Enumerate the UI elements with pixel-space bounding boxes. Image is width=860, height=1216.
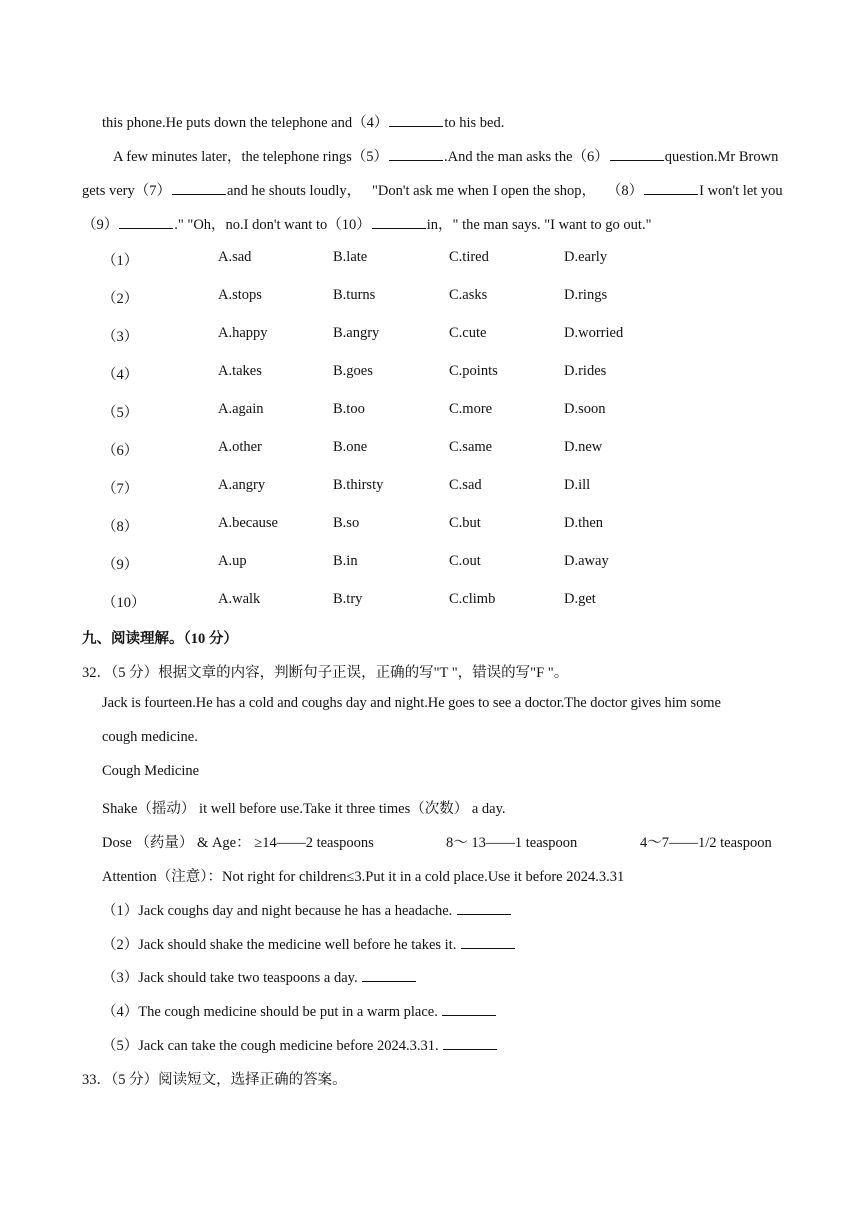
option-a: A.angry: [218, 477, 266, 493]
passage-line-4: [82, 213, 652, 234]
answer-blank: [442, 1014, 496, 1016]
statement-text: （3）Jack should take two teaspoons a day.: [102, 970, 358, 986]
option-b: B.one: [333, 439, 368, 455]
question-number: （7）: [102, 481, 139, 497]
option-c: C.climb: [449, 591, 496, 607]
passage-text: （8）: [606, 183, 644, 199]
label-dose-child: 8～ 13——1 teaspoon: [446, 835, 578, 851]
option-b: B.angry: [333, 325, 380, 341]
question-33-instruction: 33．（5 分）阅读短文，选择正确的答案。: [82, 1072, 347, 1088]
option-d: D.away: [564, 553, 609, 569]
question-number: （5）: [102, 405, 139, 421]
option-c: C.points: [449, 363, 498, 379]
label-title: Cough Medicine: [102, 763, 200, 779]
option-d: D.new: [564, 439, 603, 455]
passage-text: gets very（7）: [82, 183, 171, 199]
statement-text: （1）Jack coughs day and night because he has a headache.: [102, 903, 453, 919]
story-line: Jack is fourteen.He has a cold and coughs day and night.He goes to see a doctor.The doctor gives him some: [102, 695, 721, 711]
section-heading: 九、阅读理解。（10 分）: [82, 631, 238, 647]
option-c: C.cute: [449, 325, 487, 341]
option-d: D.get: [564, 591, 596, 607]
question-number: （9）: [102, 557, 139, 573]
answer-blank: [389, 125, 443, 127]
option-b: B.goes: [333, 363, 373, 379]
label-dose-young: 4～7——1/2 teaspoon: [640, 835, 772, 851]
answer-blank: [443, 1048, 497, 1050]
option-b: B.turns: [333, 287, 376, 303]
option-a: A.happy: [218, 325, 268, 341]
passage-text: in，" the man says. "I want to go out.": [426, 217, 652, 233]
option-a: A.sad: [218, 249, 252, 265]
option-c: C.out: [449, 553, 481, 569]
option-c: C.same: [449, 439, 493, 455]
statement-text: （4）The cough medicine should be put in a warm place.: [102, 1004, 438, 1020]
statement: [102, 899, 512, 920]
passage-text: （9）: [82, 217, 119, 233]
statement: [102, 1034, 498, 1055]
option-a: A.again: [218, 401, 264, 417]
option-c: C.tired: [449, 249, 489, 265]
option-a: A.other: [218, 439, 262, 455]
answer-blank: [389, 159, 443, 161]
question-number: （8）: [102, 519, 139, 535]
label-attention: Attention（注意）：Not right for children≤3.Put it in a cold place.Use it before 2024.3.31: [102, 869, 625, 885]
passage-text: I won't let you: [699, 183, 783, 199]
statement-text: （5）Jack can take the cough medicine before 2024.3.31.: [102, 1038, 439, 1054]
option-b: B.late: [333, 249, 368, 265]
option-d: D.ill: [564, 477, 591, 493]
passage-line-1: [102, 111, 504, 132]
answer-blank: [119, 227, 173, 229]
passage-text: A few minutes later，the telephone rings（5）: [113, 149, 389, 165]
option-c: C.but: [449, 515, 481, 531]
question-number: （6）: [102, 443, 139, 459]
option-a: A.walk: [218, 591, 261, 607]
passage-text: question.Mr Brown: [664, 149, 779, 165]
answer-blank: [372, 227, 426, 229]
passage-text: this phone.He puts down the telephone and（4）: [102, 115, 389, 131]
answer-blank: [457, 913, 511, 915]
option-d: D.early: [564, 249, 608, 265]
option-a: A.up: [218, 553, 247, 569]
option-b: B.too: [333, 401, 365, 417]
option-b: B.in: [333, 553, 358, 569]
option-a: A.stops: [218, 287, 262, 303]
option-c: C.sad: [449, 477, 482, 493]
passage-text: .And the man asks the（6）: [444, 149, 609, 165]
question-number: （2）: [102, 291, 139, 307]
passage-text: to his bed.: [444, 115, 505, 131]
passage-line-3: [82, 179, 783, 200]
option-b: B.try: [333, 591, 363, 607]
statement: [102, 933, 516, 954]
answer-blank: [172, 193, 226, 195]
label-dose-adult: Dose （药量） & Age： ≥14——2 teaspoons: [102, 835, 374, 851]
label-shake: Shake（摇动） it well before use.Take it three times（次数） a day.: [102, 801, 506, 817]
option-d: D.soon: [564, 401, 606, 417]
option-b: B.so: [333, 515, 360, 531]
answer-blank: [610, 159, 664, 161]
option-b: B.thirsty: [333, 477, 384, 493]
question-number: （10）: [102, 595, 146, 611]
question-number: （1）: [102, 253, 139, 269]
answer-blank: [362, 980, 416, 982]
answer-blank: [461, 947, 515, 949]
question-32-instruction: 32．（5 分）根据文章的内容，判断句子正误，正确的写"T "，错误的写"F "。: [82, 665, 569, 681]
passage-line-2: [113, 145, 778, 166]
question-number: （3）: [102, 329, 139, 345]
statement: [102, 1000, 497, 1021]
statement-text: （2）Jack should shake the medicine well before he takes it.: [102, 937, 457, 953]
question-number: （4）: [102, 367, 139, 383]
passage-text: ." "Oh，no.I don't want to（10）: [174, 217, 371, 233]
story-line: cough medicine.: [102, 729, 198, 745]
option-c: C.asks: [449, 287, 488, 303]
option-c: C.more: [449, 401, 493, 417]
option-a: A.takes: [218, 363, 262, 379]
option-a: A.because: [218, 515, 278, 531]
option-d: D.then: [564, 515, 604, 531]
passage-text: "Don't ask me when I open the shop，: [372, 183, 596, 199]
passage-text: and he shouts loudly，: [227, 183, 362, 199]
option-d: D.rides: [564, 363, 607, 379]
option-d: D.rings: [564, 287, 608, 303]
statement: [102, 966, 417, 987]
answer-blank: [644, 193, 698, 195]
option-d: D.worried: [564, 325, 624, 341]
